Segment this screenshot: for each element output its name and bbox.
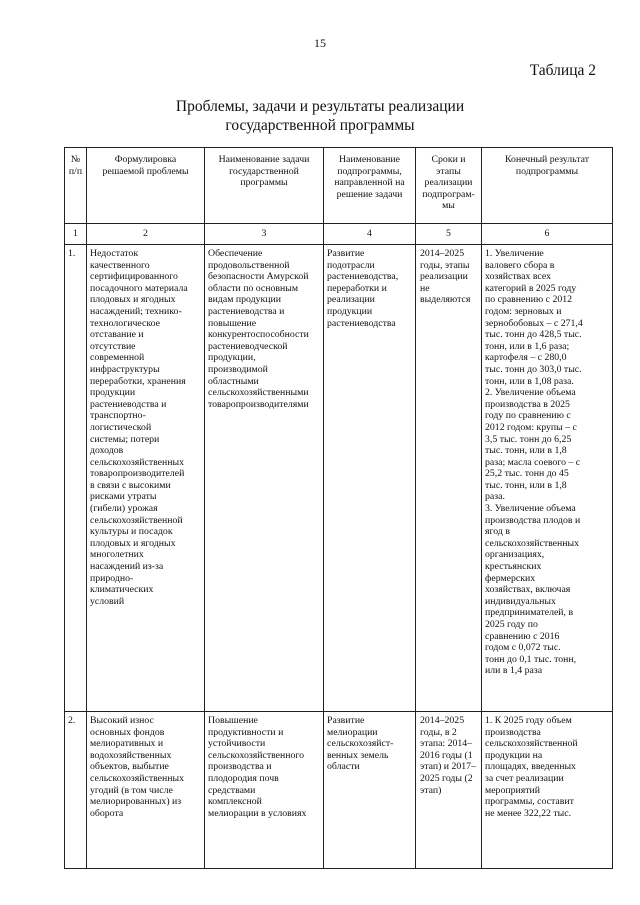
row-idx: 2. (65, 712, 87, 869)
header-result: Конечный результат подпрограммы (482, 148, 613, 224)
row-result: 1. Увеличение валовего сбора в хозяйствах всех категорий в 2025 году по сравнению с 2012 годом: зерновых и зернобобовых – с 271,4 тыс. тонн до 428,5 тыс. тонн, или в 1,6 раза; картофеля – с 280,0 тыс. тонн до 303,0 тыс. тонн, или в 1,08 раза. 2. Увеличение объема производства в 2025 году по сравнению с 2012 годом: крупы – с 3,5 тыс. тонн до 6,25 тыс. тонн, или в 1,8 раза; масла соевого – с 25,2 тыс. тонн до 45 тыс. тонн, или в 1,8 раза. 3. Увеличение объема производства плодов и ягод в сельскохозяйственных организациях, крестьянских фермерских хозяйствах, включая индивидуальных предпринимателей, в 2025 году по сравнению с 2016 годом с 0,072 тыс. тонн до 0,1 тыс. тонн, или в 1,4 раза (482, 245, 613, 712)
header-idx: № п/п (65, 148, 87, 224)
header-subprogram: Наименование подпрограммы, направленной на решение задачи (324, 148, 416, 224)
header-term: Сроки и этапы реализации подпрограм- мы (416, 148, 482, 224)
page-number: 15 (314, 36, 326, 50)
row-result: 1. К 2025 году объем производства сельскохозяйственной продукции на площадях, введенных за счет реализации мероприятий программы, составит не менее 322,22 тыс. (482, 712, 613, 869)
title-line-1: Проблемы, задачи и результаты реализации (175, 98, 465, 115)
table-label: Таблица 2 (529, 62, 596, 79)
table-row (65, 245, 613, 712)
row-subprogram: Развитие мелиорации сельскохозяйст- венных земель области (324, 712, 416, 869)
table-row (65, 712, 613, 869)
column-number: 3 (205, 224, 324, 245)
column-number: 5 (416, 224, 482, 245)
row-term: 2014–2025 годы, этапы реализации не выделяются (416, 245, 482, 712)
row-problem: Высокий износ основных фондов мелиоративных и водохозяйственных объектов, выбытие сельскохозяйственных угодий (в том числе мелиорированных) из оборота (87, 712, 205, 869)
table-header-row (65, 148, 613, 224)
column-number: 1 (65, 224, 87, 245)
column-number: 6 (482, 224, 613, 245)
row-task: Обеспечение продовольственной безопасности Амурской области по основным видам продукции растениеводства и повышение конкурентоспособности растениеводческой продукции, производимой областными сельскохозяйственными товаропроизводителями (205, 245, 324, 712)
column-numbers-row (65, 224, 613, 245)
header-task: Наименование задачи государственной программы (205, 148, 324, 224)
row-task: Повышение продуктивности и устойчивости сельскохозяйственного производства и плодородия почв средствами комплексной мелиорации в условиях (205, 712, 324, 869)
document-title (0, 97, 640, 135)
row-term: 2014–2025 годы, в 2 этапа: 2014– 2016 годы (1 этап) и 2017– 2025 годы (2 этап) (416, 712, 482, 869)
title-line-2: государственной программы (225, 117, 415, 134)
header-problem: Формулировка решаемой проблемы (87, 148, 205, 224)
column-number: 4 (324, 224, 416, 245)
row-subprogram: Развитие подотрасли растениеводства, переработки и реализации продукции растениеводства (324, 245, 416, 712)
row-problem: Недостаток качественного сертифицированного посадочного материала плодовых и ягодных насаждений; технико- технологическое отставание и отсутствие современной инфраструктуры переработки, хранения продукции растениеводства и транспортно- логистической системы; потери доходов сельскохозяйственных товаропроизводителей в связи с высокими рисками утраты (гибели) урожая сельскохозяйственной культуры и посадок плодовых и ягодных многолетних насаждений из-за природно- климатических условий (87, 245, 205, 712)
problems-table (64, 147, 613, 869)
column-number: 2 (87, 224, 205, 245)
row-idx: 1. (65, 245, 87, 712)
